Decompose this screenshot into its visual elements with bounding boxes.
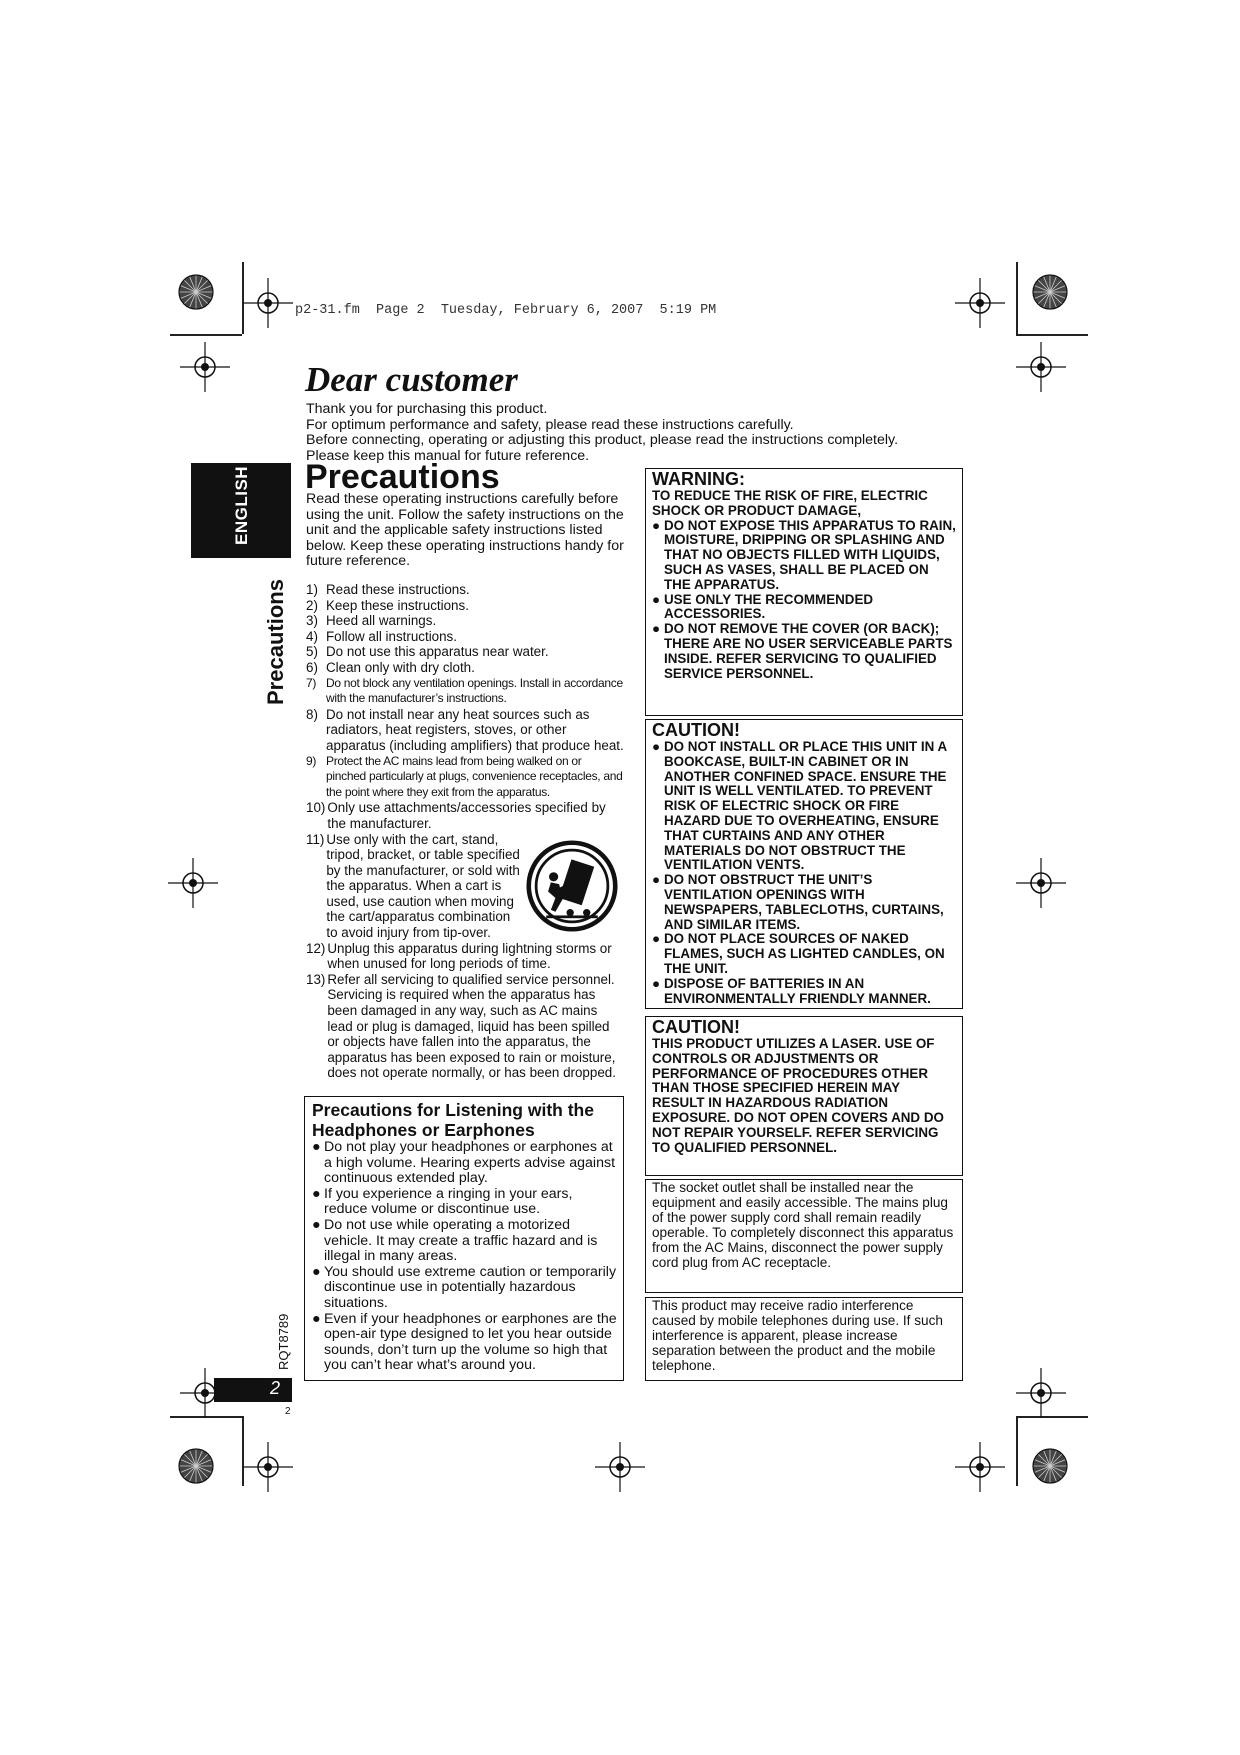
warning-lead: TO REDUCE THE RISK OF FIRE, ELECTRIC SHOCK OR PRODUCT DAMAGE, [652, 488, 928, 518]
headphones-precautions-title: Precautions for Listening with the Headphones or Earphones [312, 1100, 594, 1140]
list-item: 1) Read these instructions. [306, 582, 470, 597]
caution-laser-box [645, 1016, 963, 1176]
page-number-small: 2 [285, 1406, 291, 1417]
registration-mark-icon [1016, 1368, 1066, 1418]
intro-line: Thank you for purchasing this product. [306, 401, 548, 417]
list-item: 4) Follow all instructions. [306, 628, 457, 644]
warning-title: WARNING: [652, 469, 745, 489]
registration-mark-icon [595, 1442, 645, 1492]
list-item: ● DO NOT INSTALL OR PLACE THIS UNIT IN A BOOKCASE, BUILT-IN CABINET OR IN ANOTHER CONFINED SPACE. ENSURE THE UNIT IS WELL VENTILATED. TO PREVENT RISK OF ELECTRIC SHOCK OR FIRE HAZARD DUE TO OVERHEATING, ENSURE THAT CURTAINS AND ANY OTHER MATERIALS DO NOT OBSTRUCT THE VENTILATION VENTS. [652, 739, 947, 873]
color-registration-starburst-icon [1030, 272, 1070, 312]
bullet-icon: ● [652, 739, 661, 754]
bullet-icon: ● [312, 1310, 321, 1327]
list-item: ● USE ONLY THE RECOMMENDED ACCESSORIES. [652, 591, 874, 622]
list-item: ● DISPOSE OF BATTERIES IN AN ENVIRONMENTALLY FRIENDLY MANNER. [652, 975, 931, 1006]
list-item: ● Even if your headphones or earphones are the open-air type designed to let you hear outside sounds, don’t turn up the volume so high that you can’t hear what’s around you. [312, 1310, 617, 1374]
intro-line: Please keep this manual for future reference. [306, 447, 590, 464]
bullet-icon: ● [312, 1216, 321, 1233]
cart-tip-over-warning-icon [526, 840, 618, 932]
bullet-icon: ● [652, 872, 661, 888]
list-item: 10) Only use attachments/accessories specified by the manufacturer. [306, 800, 606, 831]
list-item: ● DO NOT PLACE SOURCES OF NAKED FLAMES, SUCH AS LIGHTED CANDLES, ON THE UNIT. [652, 931, 945, 976]
list-item: 12) Unplug this apparatus during lightning storms or when unused for long periods of time. [306, 940, 612, 972]
caution-ventilation-box [645, 719, 963, 1009]
intro-line: Before connecting, operating or adjusting this product, please read the instructions completely. [306, 432, 899, 449]
color-registration-starburst-icon [176, 272, 216, 312]
bullet-icon: ● [652, 975, 661, 991]
laser-caution-text: THIS PRODUCT UTILIZES A LASER. USE OF CONTROLS OR ADJUSTMENTS OR PERFORMANCE OF PROCEDURES OTHER THAN THOSE SPECIFIED HEREIN MAY RESULT IN HAZARDOUS RADIATION EXPOSURE. DO NOT OPEN COVERS AND DO NOT REPAIR YOURSELF. REFER SERVICING TO QUALIFIED PERSONNEL. [652, 1036, 944, 1155]
registration-mark-icon [243, 278, 293, 328]
bullet-icon: ● [652, 621, 661, 637]
radio-interference-text: This product may receive radio interference caused by mobile telephones during use. If such interference is apparent, please increase separation between the product and the mobile telephone. [652, 1298, 943, 1373]
registration-mark-icon [243, 1442, 293, 1492]
registration-mark-icon [955, 278, 1005, 328]
list-item: ● You should use extreme caution or temporarily discontinue use in potentially hazardous situations. [312, 1263, 617, 1311]
list-item: 6) Clean only with dry cloth. [306, 659, 475, 675]
registration-mark-icon [180, 342, 230, 392]
list-item: 3) Heed all warnings. [306, 613, 437, 629]
intro-line: For optimum performance and safety, please read these instructions carefully. [306, 416, 794, 433]
color-registration-starburst-icon [1030, 1446, 1070, 1486]
bullet-icon: ● [312, 1263, 321, 1280]
list-item: 5) Do not use this apparatus near water. [306, 644, 549, 660]
registration-mark-icon [955, 1442, 1005, 1492]
list-item: 7) Do not block any ventilation openings. Install in accordance with the manufacturer’s instructions. [306, 675, 623, 706]
list-item: 9) Protect the AC mains lead from being walked on or pinched particularly at plugs, convenience receptacles, and the point where they exit from the apparatus. [306, 753, 623, 799]
list-item: 2) Keep these instructions. [306, 597, 469, 613]
warning-box [645, 468, 963, 716]
bullet-icon: ● [652, 591, 661, 607]
page-number: 2 [270, 1378, 281, 1398]
dear-customer-intro [306, 402, 946, 464]
bullet-icon: ● [652, 517, 661, 533]
socket-outlet-text: The socket outlet shall be installed near the equipment and easily accessible. The mains plug of the power supply cord shall remain readily operable. To completely disconnect this apparatus from the AC Mains, disconnect the power supply cord plug from AC receptacle. [652, 1180, 954, 1270]
list-item: ● If you experience a ringing in your ears, reduce volume or discontinue use. [312, 1185, 573, 1218]
file-info-header: p2-31.fm Page 2 Tuesday, February 6, 2007 5:19 PM [295, 303, 717, 318]
precautions-title: Precautions [305, 458, 500, 496]
registration-mark-icon [168, 858, 218, 908]
list-item: 13) Refer all servicing to qualified service personnel. Servicing is required when the apparatus has been damaged in any way, such as AC mains lead or plug is damaged, liquid has been spilled or objects have fallen into the apparatus, the apparatus has been exposed to rain or moisture, does not operate normally, or has been dropped. [306, 971, 616, 1081]
list-item: ● DO NOT REMOVE THE COVER (OR BACK); THERE ARE NO USER SERVICEABLE PARTS INSIDE. REFER SERVICING TO QUALIFIED SERVICE PERSONNEL. [652, 621, 953, 681]
model-number: RQT8789 [276, 1313, 291, 1370]
caution-title: CAUTION! [652, 1017, 740, 1037]
list-item: ● Do not play your headphones or earphones at a high volume. Hearing experts advise against continuous extended play. [312, 1139, 616, 1187]
headphones-precautions-box [304, 1096, 624, 1381]
bullet-icon: ● [652, 931, 661, 947]
registration-mark-icon [1016, 858, 1066, 908]
crop-mark [1016, 334, 1088, 336]
crop-mark [1016, 1416, 1018, 1486]
bullet-icon: ● [312, 1139, 321, 1155]
caution-title: CAUTION! [652, 720, 740, 740]
page-number-box [214, 1378, 292, 1402]
list-item: ● Do not use while operating a motorized vehicle. It may create a traffic hazard and is illegal in many areas. [312, 1216, 598, 1265]
list-item: ● DO NOT EXPOSE THIS APPARATUS TO RAIN, MOISTURE, DRIPPING OR SPLASHING AND THAT NO OBJECTS FILLED WITH LIQUIDS, SUCH AS VASES, SHALL BE PLACED ON THE APPARATUS. [652, 517, 956, 592]
list-item: 11) Use only with the cart, stand, tripod, bracket, or table specified by the manufacturer, or sold with the apparatus. When a cart is used, use caution when moving the cart/apparatus combination to avoid injury from tip-over. [306, 831, 520, 941]
bullet-icon: ● [312, 1185, 321, 1202]
section-label: Precautions [263, 579, 288, 705]
color-registration-starburst-icon [176, 1446, 216, 1486]
list-item: ● DO NOT OBSTRUCT THE UNIT’S VENTILATION OPENINGS WITH NEWSPAPERS, TABLECLOTHS, CURTAINS, AND SIMILAR ITEMS. [652, 872, 944, 932]
registration-mark-icon [1016, 342, 1066, 392]
language-label: ENGLISH [232, 465, 251, 545]
radio-interference-notice [645, 1297, 963, 1381]
dear-customer-title: Dear customer [305, 360, 518, 399]
crop-mark [1016, 262, 1018, 334]
socket-outlet-notice [645, 1179, 963, 1293]
crop-mark [170, 334, 242, 336]
list-item: 8) Do not install near any heat sources such as radiators, heat registers, stoves, or other apparatus (including amplifiers) that produce heat. [306, 706, 624, 753]
safety-instructions-list [306, 582, 624, 1081]
precautions-intro: Read these operating instructions carefully before using the unit. Follow the safety instructions on the unit and the applicable safety instructions listed below. Keep these operating instructions handy for future reference. [306, 491, 624, 570]
